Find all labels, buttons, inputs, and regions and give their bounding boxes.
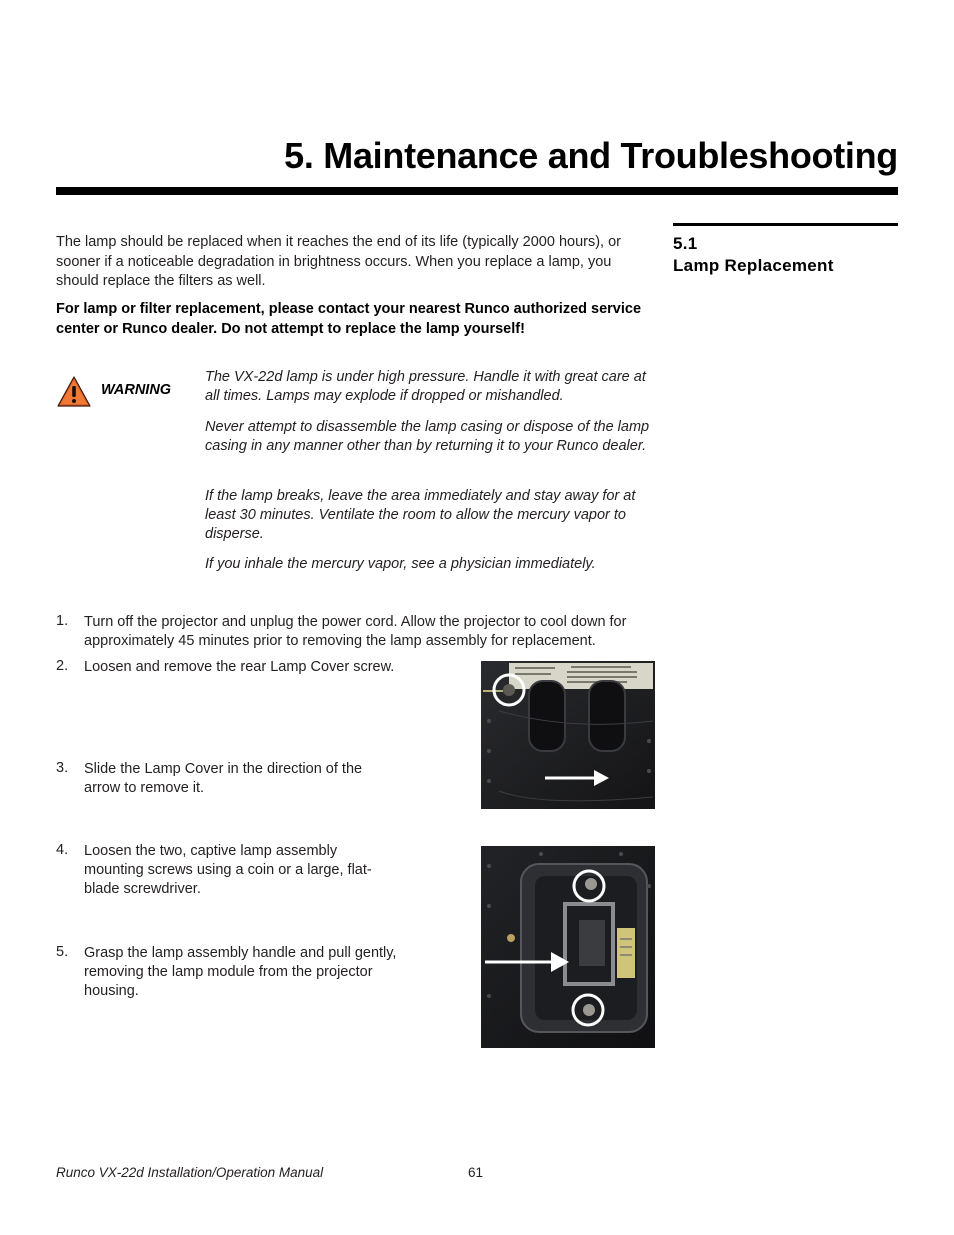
chapter-title: 5. Maintenance and Troubleshooting <box>284 135 898 176</box>
step-number: 1. <box>56 613 69 629</box>
section-heading <box>673 233 834 277</box>
service-notice: For lamp or filter replacement, please contact your nearest Runco authorized service center or Runco dealer. Do not attempt to replace the lamp yourself! <box>56 301 642 337</box>
section-number: 5.1 <box>673 234 698 253</box>
warning-paragraph: If the lamp breaks, leave the area immediately and stay away for at least 30 minutes. Ventilate the room to allow the mercury vapor to disperse. <box>205 488 636 542</box>
footer-manual-title: Runco VX-22d Installation/Operation Manual <box>56 1165 324 1180</box>
intro-paragraph: The lamp should be replaced when it reaches the end of its life (typically 2000 hours), or sooner if a noticeable degradation in brightness occurs. When you replace a lamp, you should replace the filters as well. <box>56 234 622 289</box>
step-text: Turn off the projector and unplug the power cord. Allow the projector to cool down for approximately 45 minutes prior to removing the lamp assembly for replacement. <box>84 614 627 649</box>
step-text: Loosen the two, captive lamp assembly mounting screws using a coin or a large, flat-blade screwdriver. <box>84 843 372 897</box>
lamp-assembly-photo <box>481 846 655 1048</box>
warning-paragraph: The VX-22d lamp is under high pressure. Handle it with great care at all times. Lamps may explode if dropped or mishandled. <box>205 369 646 404</box>
section-rule <box>673 223 898 226</box>
step-text: Loosen and remove the rear Lamp Cover screw. <box>84 659 395 675</box>
warning-paragraph: Never attempt to disassemble the lamp casing or dispose of the lamp casing in any manner other than by returning it to your Runco dealer. <box>205 419 650 454</box>
step-number: 3. <box>56 760 69 776</box>
title-rule <box>56 187 898 195</box>
step-number: 4. <box>56 842 69 858</box>
warning-paragraph: If you inhale the mercury vapor, see a physician immediately. <box>205 556 596 572</box>
page-number: 61 <box>468 1165 484 1180</box>
step-text: Grasp the lamp assembly handle and pull gently, removing the lamp module from the projector housing. <box>84 945 397 999</box>
lamp-cover-photo <box>481 661 655 809</box>
step-text: Slide the Lamp Cover in the direction of the arrow to remove it. <box>84 761 363 796</box>
step-number: 2. <box>56 658 69 674</box>
section-title: Lamp Replacement <box>673 256 834 275</box>
step-number: 5. <box>56 944 69 960</box>
warning-label: WARNING <box>101 382 172 398</box>
warning-triangle-icon <box>56 374 92 410</box>
